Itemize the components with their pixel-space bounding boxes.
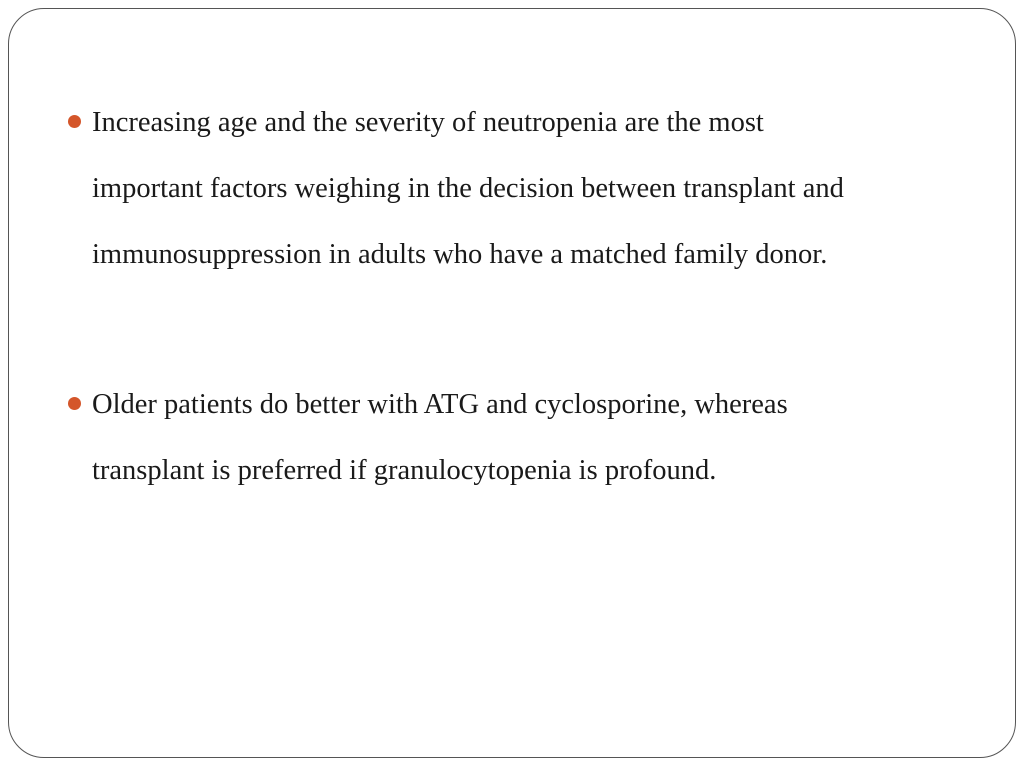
bullet-text-line: Older patients do better with ATG and cyclosporine, whereas — [92, 389, 788, 420]
bullet-dot-icon — [68, 397, 81, 410]
bullet-text-line: Increasing age and the severity of neutropenia are the most — [92, 107, 764, 138]
bullet-text-line: immunosuppression in adults who have a matched family donor. — [92, 239, 828, 270]
bullet-text-line: important factors weighing in the decision between transplant and — [92, 173, 844, 204]
bullet-list — [68, 90, 988, 504]
bullet-item-age-neutropenia — [68, 90, 988, 288]
bullet-item-older-patients — [68, 372, 988, 504]
bullet-text-line: transplant is preferred if granulocytopenia is profound. — [92, 455, 717, 486]
bullet-dot-icon — [68, 115, 81, 128]
